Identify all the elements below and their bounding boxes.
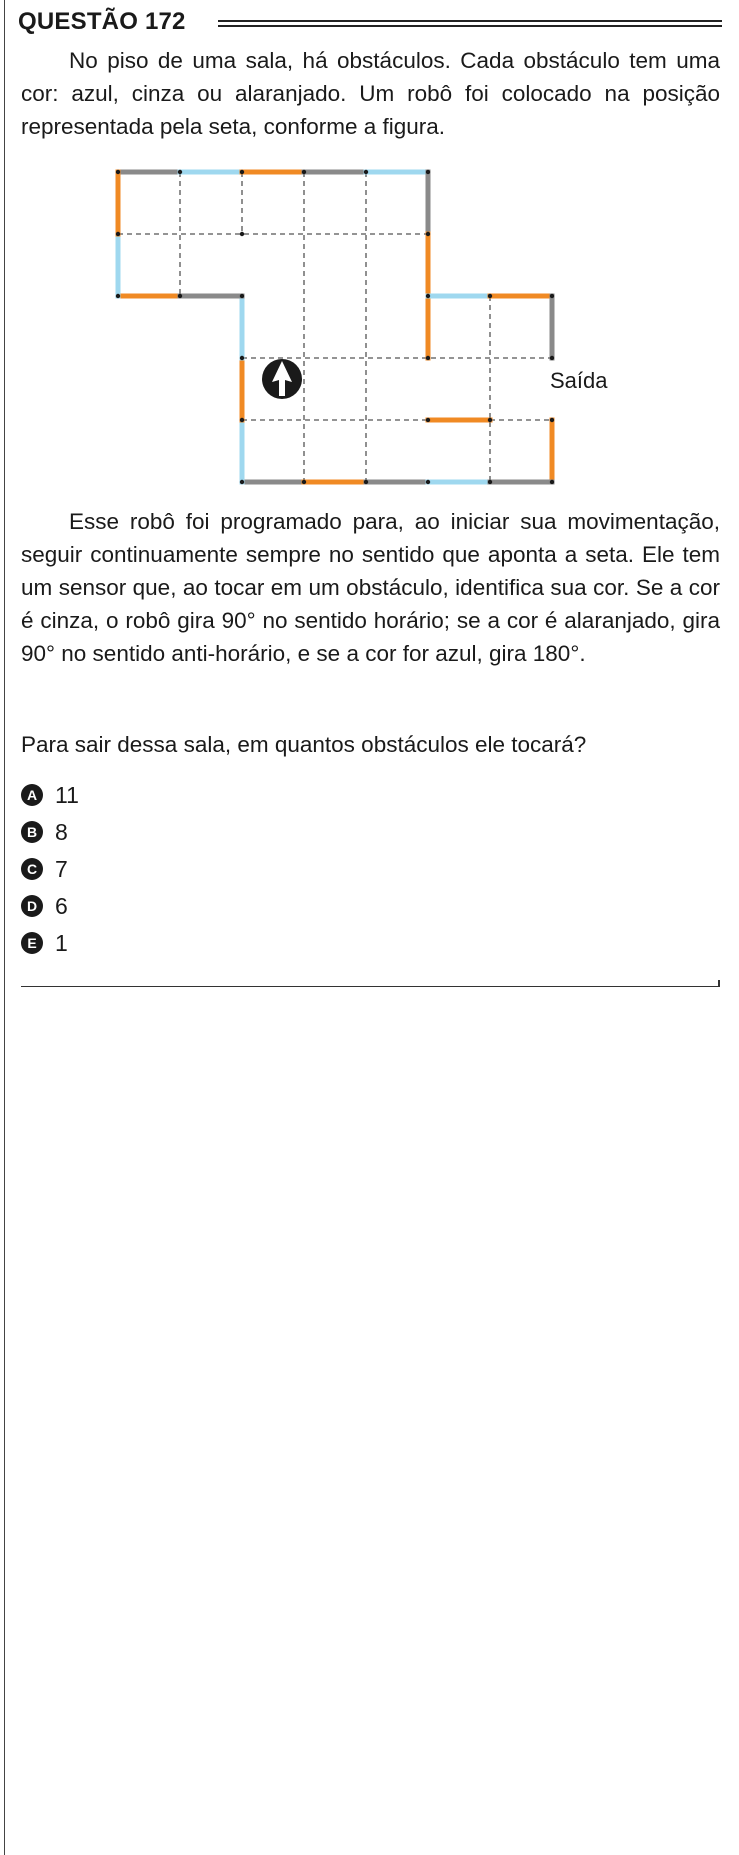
obstacle-walls <box>118 172 552 482</box>
grid-vertex <box>426 480 430 484</box>
page-left-border <box>4 0 5 1855</box>
option-value-b: 8 <box>55 818 68 845</box>
grid-vertex <box>364 480 368 484</box>
grid-vertex <box>240 232 244 236</box>
option-value-a: 11 <box>55 781 79 808</box>
grid-vertex <box>426 232 430 236</box>
grid-dashed-lines <box>118 172 552 482</box>
grid-vertex <box>240 356 244 360</box>
option-d[interactable] <box>21 891 68 921</box>
question-paragraph-intro: No piso de uma sala, há obstáculos. Cada obstáculo tem uma cor: azul, cinza ou alaranjado. Um robô foi colocado na posição representada pela seta, conforme a figura. <box>21 48 720 139</box>
grid-vertex <box>364 170 368 174</box>
grid-vertex <box>426 170 430 174</box>
question-header <box>18 6 722 36</box>
grid-vertices <box>116 170 554 484</box>
option-e[interactable] <box>21 928 68 958</box>
grid-vertex <box>488 418 492 422</box>
question-prompt: Para sair dessa sala, em quantos obstáculos ele tocará? <box>21 732 587 757</box>
room-figure <box>108 162 668 494</box>
option-c[interactable] <box>21 854 68 884</box>
option-value-c: 7 <box>55 855 68 882</box>
grid-vertex <box>116 232 120 236</box>
grid-vertex <box>426 356 430 360</box>
option-letter-c: C <box>21 858 43 880</box>
grid-vertex <box>116 294 120 298</box>
question-paragraph-rules: Esse robô foi programado para, ao iniciar sua movimentação, seguir continuamente sempre no sentido que aponta a seta. Ele tem um sensor que, ao tocar em um obstáculo, identifica sua cor. Se a cor é cinza, o robô gira 90° no sentido horário; se a cor é alaranjado, gira 90° no sentido anti-horário, e se a cor for azul, gira 180°. <box>21 509 720 666</box>
grid-vertex <box>426 294 430 298</box>
option-letter-e: E <box>21 932 43 954</box>
grid-vertex <box>550 418 554 422</box>
option-value-d: 6 <box>55 892 68 919</box>
grid-vertex <box>240 294 244 298</box>
option-letter-a: A <box>21 784 43 806</box>
grid-vertex <box>550 480 554 484</box>
grid-vertex <box>178 294 182 298</box>
grid-vertex <box>240 418 244 422</box>
title-double-rule <box>218 20 722 27</box>
grid-vertex <box>116 170 120 174</box>
exit-label: Saída <box>550 368 608 393</box>
grid-vertex <box>178 170 182 174</box>
grid-vertex <box>426 418 430 422</box>
option-b[interactable] <box>21 817 68 847</box>
grid-vertex <box>550 356 554 360</box>
grid-vertex <box>240 480 244 484</box>
grid-vertex <box>240 170 244 174</box>
grid-vertex <box>302 170 306 174</box>
grid-vertex <box>488 294 492 298</box>
grid-vertex <box>488 480 492 484</box>
question-end-tick <box>718 980 720 987</box>
robot-arrow-icon <box>262 359 302 399</box>
question-end-rule <box>21 986 720 987</box>
option-letter-b: B <box>21 821 43 843</box>
option-letter-d: D <box>21 895 43 917</box>
grid-vertex <box>550 294 554 298</box>
question-title: QUESTÃO 172 <box>18 8 186 35</box>
grid-vertex <box>302 480 306 484</box>
option-value-e: 1 <box>55 929 68 956</box>
option-a[interactable] <box>21 780 79 810</box>
